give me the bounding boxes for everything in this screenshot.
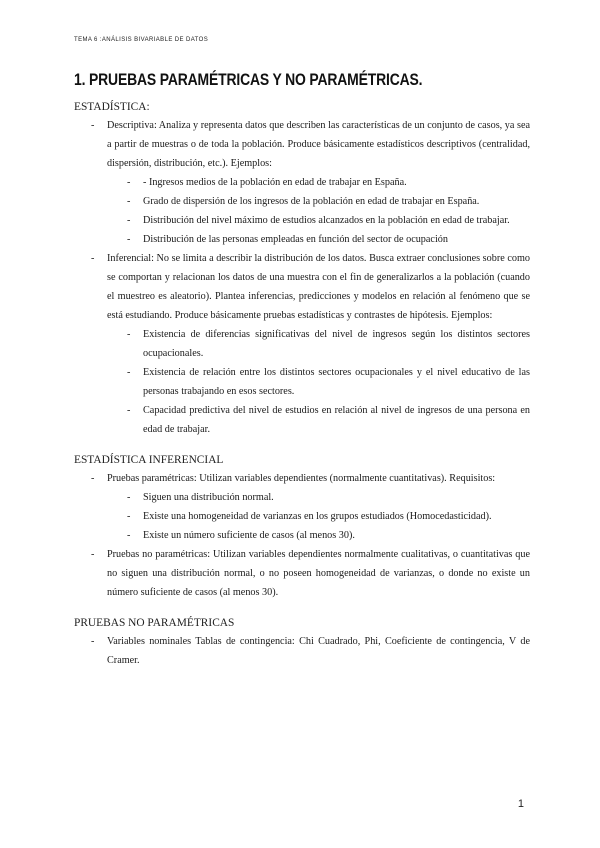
list-item	[74, 545, 530, 602]
bullet-list	[74, 116, 530, 439]
sub-bullet-list	[107, 173, 530, 249]
list-item-text: Pruebas paramétricas: Utilizan variables dependientes (normalmente cuantitativas). Requisitos:	[107, 473, 496, 484]
sub-list-item: - Siguen una distribución normal.	[107, 488, 530, 507]
list-item	[74, 469, 530, 545]
list-item-text: Descriptiva: Analiza y representa datos que describen las características de un conjunto de casos, ya sea a partir de muestras o de toda la población. Produce básicamente estadísticos descriptivos (centralidad, dispersión, distribución, etc.). Ejemplos:	[107, 120, 530, 169]
list-item-text: Pruebas no paramétricas: Utilizan variables dependientes normalmente cualitativas, o cuantitativas que no siguen una distribución normal, o no poseen homogeneidad de varianzas, o donde no existe un número suficiente de casos (al menos 30).	[107, 549, 530, 598]
list-item-text: Inferencial: No se limita a describir la distribución de los datos. Busca extraer conclusiones sobre como se comportan y relacionan los datos de una muestra con el fin de generalizarlos a la población (cuando el muestreo es aleatorio). Plantea inferencias, predicciones y modelos en relación al fenómeno que se está estudiando. Produce básicamente pruebas estadísticas y contrastes de hipótesis. Ejemplos:	[107, 253, 530, 321]
sub-list-item: - Existencia de relación entre los distintos sectores ocupacionales y el nivel educativo de las personas trabajando en esos sectores.	[107, 363, 530, 401]
section-pruebas-no-parametricas	[74, 614, 530, 670]
document-body	[74, 98, 530, 670]
list-item-text: Variables nominales Tablas de contingencia: Chi Cuadrado, Phi, Coeficiente de contingencia, V de Cramer.	[107, 636, 530, 666]
list-item	[74, 249, 530, 439]
sub-list-item: - Existe una homogeneidad de varianzas en los grupos estudiados (Homocedasticidad).	[107, 507, 530, 526]
sub-bullet-list	[107, 488, 530, 545]
sub-bullet-list	[107, 325, 530, 439]
bullet-list	[74, 469, 530, 602]
sub-list-item: - Existencia de diferencias significativas del nivel de ingresos según los distintos sectores ocupacionales.	[107, 325, 530, 363]
sub-list-item: - Distribución de las personas empleadas en función del sector de ocupación	[107, 230, 530, 249]
sub-list-item: - Grado de dispersión de los ingresos de la población en edad de trabajar en España.	[107, 192, 530, 211]
page-number: 1	[517, 798, 524, 810]
sub-list-item: - Distribución del nivel máximo de estudios alcanzados en la población en edad de trabajar.	[107, 211, 530, 230]
page-title: 1. PRUEBAS PARAMÉTRICAS Y NO PARAMÉTRICAS.	[74, 70, 423, 89]
list-item	[74, 632, 530, 670]
section-heading: ESTADÍSTICA:	[74, 101, 150, 113]
sub-list-item: - Capacidad predictiva del nivel de estudios en relación al nivel de ingresos de una persona en edad de trabajar.	[107, 401, 530, 439]
bullet-list	[74, 632, 530, 670]
section-estadistica-inferencial	[74, 451, 530, 602]
sub-list-item: - Existe un número suficiente de casos (al menos 30).	[107, 526, 530, 545]
section-heading: ESTADÍSTICA INFERENCIAL	[74, 454, 224, 466]
section-estadistica	[74, 98, 530, 439]
running-header: TEMA 6 :ANÁLISIS BIVARIABLE DE DATOS	[74, 37, 209, 43]
section-heading: PRUEBAS NO PARAMÉTRICAS	[74, 617, 235, 629]
list-item	[74, 116, 530, 249]
sub-list-item: - - Ingresos medios de la población en edad de trabajar en España.	[107, 173, 530, 192]
